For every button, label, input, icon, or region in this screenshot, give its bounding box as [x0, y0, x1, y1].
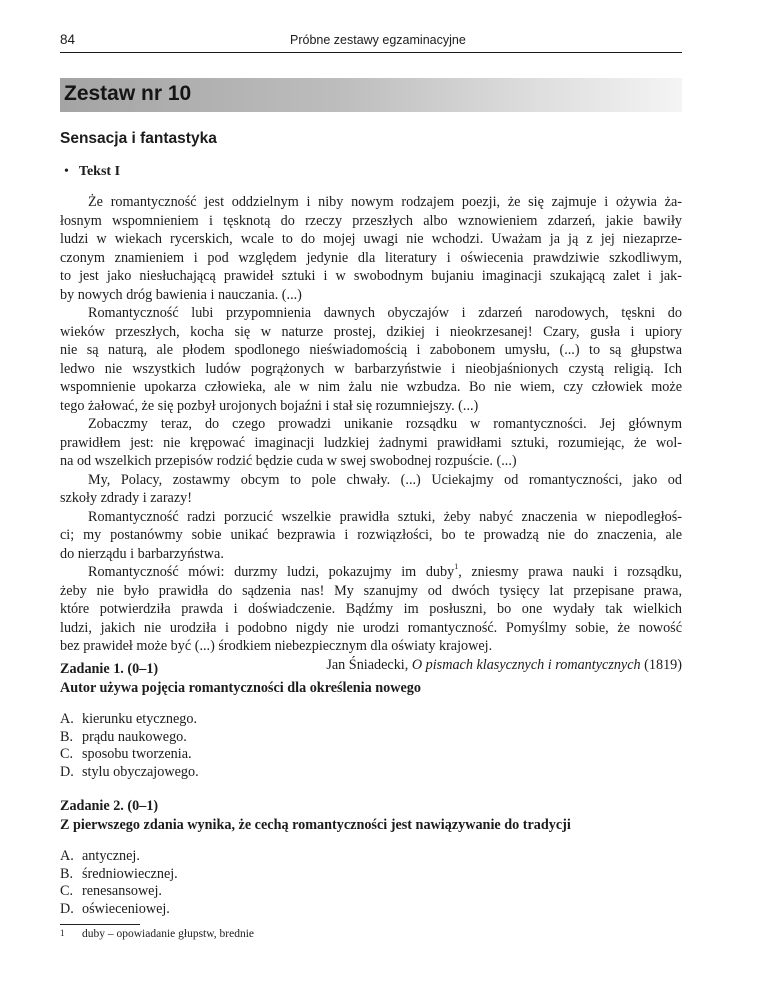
passage-line: My, Polacy, zostawmy obcym to pole chwały. (...) Uciekajmy od romantyczności, jako od [88, 471, 682, 488]
attribution-author: Jan Śniadecki, [326, 656, 412, 673]
footnote [60, 928, 254, 940]
task-heading: Zadanie 2. (0–1) [60, 798, 159, 814]
option-c[interactable] [60, 883, 571, 901]
attribution-title: O pismach klasycznych i romantycznych [411, 656, 641, 673]
text-label-text: Tekst I [78, 164, 121, 179]
option-letter: C. [60, 883, 74, 899]
task-question: Z pierwszego zdania wynika, że cechą romantyczności jest nawiązywanie do tradycji [60, 817, 571, 833]
passage-line: tego żałować, że się pozbył urojonych bojaźni i stał się rozumniejszy. (...) [60, 397, 479, 414]
passage-line: ledwo nie wszystkich ludów pogrążonych w barbarzyństwie i nieobjaśnionych czystą religią. Ich [60, 360, 682, 377]
option-b[interactable] [60, 866, 571, 884]
passage-line: to jest jako niesłuchającą prawideł sztuki i w swobodnym bujaniu imaginacji szukającą zalet i jak- [60, 268, 682, 284]
option-letter: B. [60, 865, 74, 882]
page-number: 84 [60, 32, 76, 47]
passage-line: wieków przeszłych, kocha się w naturze prostej, dzikiej i nieokrzesanej! Czary, gusła i upiory [60, 323, 682, 340]
attribution-year: (1819) [640, 656, 682, 673]
task-heading: Zadanie 1. (0–1) [60, 661, 159, 677]
set-title: Zestaw nr 10 [64, 82, 192, 105]
passage-line: czonym znamieniem i pod względem jedynie dla literatury i oświecenia prawdziwie szkodliwym, [60, 249, 682, 266]
footnote-marker: 1 [454, 562, 459, 572]
passage-line: na od wszelkich przepisów rodzić będzie cuda w swej swobodnej rozpuście. (...) [60, 453, 517, 469]
bullet-icon: • [64, 164, 69, 179]
passage-line: do nierządu i barbarzyństwa. [60, 545, 224, 562]
footnote-text: duby – opowiadanie głupstw, brednie [82, 928, 255, 940]
set-title-banner [60, 78, 682, 112]
passage-line: żeby nie było prawidła do sądzenia nas! My szanujmy od dwóch tysięcy lat przepisane prawa, [60, 582, 682, 599]
option-letter: D. [60, 900, 74, 917]
passage-line [60, 563, 682, 582]
passage-line: łosnym wspomnieniem i tęsknotą do rzeczy przeszłych albo wznowieniem zdarzeń, jakie bawiły [60, 212, 682, 229]
option-text: renesansowej. [82, 883, 162, 899]
option-letter: C. [60, 746, 74, 762]
section-title: Sensacja i fantastyka [60, 130, 217, 147]
option-letter: A. [60, 848, 74, 864]
passage-line: bez prawideł może być (...) środkiem niebezpiecznym dla oświaty krajowej. [60, 638, 493, 654]
option-a[interactable] [60, 848, 571, 866]
passage-line: ludzi w wiekach rycerskich, wcale to do mojej uwagi nie wchodzi. Uważam ja ją z jej niezaprze- [60, 231, 682, 247]
option-letter: A. [60, 711, 74, 727]
footnote-divider [60, 924, 140, 925]
task-1 [60, 660, 421, 781]
page-header [60, 30, 682, 53]
passage-line: szkoły zdrady i zarazy! [60, 490, 192, 506]
option-text: kierunku etycznego. [82, 711, 198, 727]
option-text: oświeceniowej. [82, 900, 170, 917]
footnote-number: 1 [60, 928, 65, 938]
option-text: antycznej. [82, 848, 140, 864]
option-text: sposobu tworzenia. [82, 746, 192, 762]
passage-line: Romantyczność radzi porzucić wszelkie prawidła sztuki, żeby nabyć znaczenia w niepodległoś- [88, 508, 682, 525]
passage-line-text: Romantyczność mówi: durzmy ludzi, pokazujmy im duby [88, 564, 455, 580]
option-b[interactable] [60, 729, 421, 747]
option-a[interactable] [60, 711, 421, 729]
passage-line: Że romantyczność jest oddzielnym i niby nowym rodzajem poezji, że się zajmuje i ożywia ża- [88, 194, 682, 210]
passage-line-continuation: , zniesmy prawa nauki i rozsądku, [458, 564, 682, 580]
passage-line: Zobaczmy teraz, do czego prowadzi unikanie rozsądku w romantyczności. Jej głównym [88, 416, 682, 432]
running-title: Próbne zestawy egzaminacyjne [290, 33, 466, 47]
option-letter: B. [60, 728, 74, 745]
passage-line: które potwierdziła prawda i doświadczenie. Bądźmy im posłuszni, bo one wydały tak wielkich [60, 601, 682, 617]
text-label [64, 164, 120, 180]
option-text: stylu obyczajowego. [82, 763, 199, 780]
task-2 [60, 797, 571, 918]
passage-line: by nowych dróg bawienia i nauczania. (...) [60, 286, 302, 303]
option-c[interactable] [60, 746, 421, 764]
passage [60, 193, 682, 674]
option-text: średniowiecznej. [82, 865, 178, 882]
task-options [60, 848, 571, 918]
passage-line: nie są naturą, ale płodem spodlonego nieświadomością i zabobonem umysłu, (...) to są głupstwa [60, 342, 682, 358]
task-options [60, 711, 421, 781]
option-d[interactable] [60, 901, 571, 919]
option-text: prądu naukowego. [82, 728, 187, 745]
task-question: Autor używa pojęcia romantyczności dla określenia nowego [60, 680, 421, 696]
option-d[interactable] [60, 764, 421, 782]
passage-line: prawidłem jest: nie krępować imaginacji ludzkiej żadnymi prawidłami sztuki, rozumiejąc, że wol- [60, 434, 682, 451]
passage-line: wspomnienie upokarza człowieka, ale w nim żalu nie wzbudza. Bo nie wiem, czy człowiek może [60, 379, 682, 395]
passage-line: ludzi, jakich nie urodziła i podobno nigdy nie urodzi romantyczność. Pomyślmy sobie, że nowość [60, 619, 682, 636]
passage-line: ci; my postanówmy sobie unikać bezprawia i rozwiązłości, bo te prowadzą nie do znaczenia, ale [60, 527, 682, 543]
passage-line: Romantyczność lubi przypomnienia dawnych obyczajów i zdarzeń narodowych, tęskni do [88, 305, 682, 321]
option-letter: D. [60, 763, 74, 780]
